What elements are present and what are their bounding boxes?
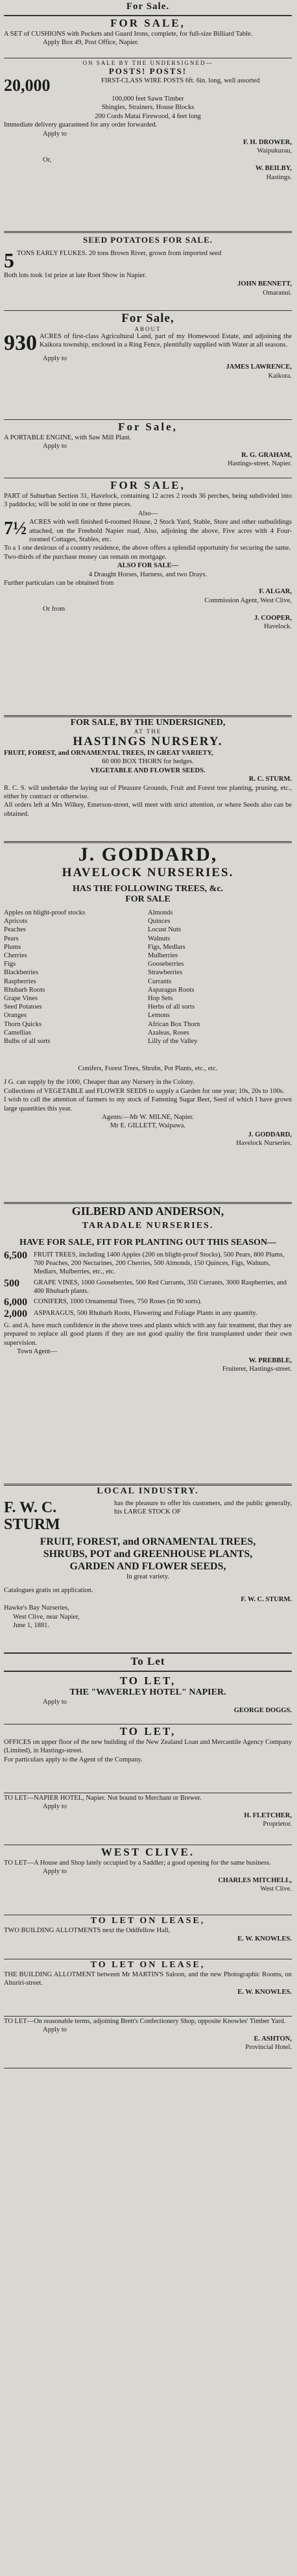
divider	[4, 1484, 292, 1486]
ad-subheading: AT THE	[134, 728, 162, 735]
ad-body: I wish to call the attention of farmers to my stock of Fattening Sugar Beet, Seed of which I have grown large quantities this year.	[4, 1096, 292, 1112]
classified-column	[4, 0, 292, 2052]
ad-location: West Clive.	[260, 1885, 292, 1893]
ad-signature: H. FLETCHER,	[244, 1811, 292, 1819]
ad-quantity: 930	[4, 331, 37, 355]
tree-list-item: Apples on blight-proof stocks	[4, 909, 86, 916]
ad-quantity: 7½	[4, 519, 27, 539]
ad-date: June 1, 1881.	[13, 1622, 49, 1630]
ad-quantity: 6,500	[4, 1250, 27, 1261]
ad-body: ACRES of first-class Agricultural Land, part of my Homewood Estate, and adjoining the Kaikora township, enclosed in a Ring Fence, plentifully supplied with Water at all seasons.	[40, 333, 292, 349]
ad-goddard-nurseries	[4, 844, 292, 1046]
divider	[4, 231, 292, 233]
ad-oddfellow-allotments	[4, 1916, 292, 1944]
tree-list-item: Lemons	[148, 1012, 170, 1020]
ad-location: Havelock.	[264, 623, 292, 631]
ad-signature: E. W. KNOWLES.	[237, 1935, 292, 1943]
tree-list-left	[4, 909, 148, 1046]
ad-signature: F. W. C. STURM.	[241, 1595, 292, 1603]
tree-list-item: Apricots	[4, 918, 28, 926]
ad-item: VEGETABLE AND FLOWER SEEDS.	[90, 767, 206, 774]
ad-body: To a 1 one desirous of a country residence, the above offers a splendid opportunity for securing the same.	[4, 545, 291, 552]
ad-body: A SET of CUSHIONS with Pockets and Guard Irons, complete, for full-size Billiard Table.	[4, 31, 253, 38]
ad-cushions	[4, 17, 292, 47]
tree-list-item: Oranges	[4, 1012, 27, 1020]
ad-heading: POSTS! POSTS!	[108, 66, 187, 76]
ad-body: Catalogues gratis on application.	[4, 1587, 93, 1595]
ad-location: Kaikora.	[268, 372, 292, 380]
ad-quantity: 5	[4, 249, 14, 272]
ad-body: FRUIT, FOREST, and ORNAMENTAL TREES, IN GREAT VARIETY,	[4, 750, 213, 757]
divider	[4, 2016, 292, 2017]
ad-body: All orders left at Mrs Wilkey, Emerson-street, will meet with strict attention, or where Seeds also can be obtained.	[4, 802, 292, 818]
ad-quantity: 2,000	[4, 1308, 27, 1320]
divider	[4, 1202, 292, 1204]
ad-location: Havelock Nurseries.	[236, 1140, 292, 1147]
ad-homewood-estate	[4, 312, 292, 380]
ad-signature: E. ASHTON,	[254, 2035, 292, 2042]
divider	[4, 310, 292, 311]
ad-taradale-nurseries	[4, 1205, 292, 1373]
ad-heading: GILBERD AND ANDERSON,	[71, 1205, 224, 1218]
ad-body: ACRES with well finished 6-roomed House, 2 Stock Yard, Stable, Store and other outbuildings attached, on the Freehold Napier road, Also, adjoining the above, Five acres with 4 Four-roomed Cottages, Stables, etc.	[29, 519, 292, 544]
ad-signature: JAMES LAWRENCE,	[226, 363, 292, 371]
ad-location: Provincial Hotel.	[245, 2044, 292, 2052]
ad-signature: F. H. DROWER,	[243, 139, 292, 147]
ad-contact: Apply to	[43, 1868, 67, 1876]
divider	[4, 841, 292, 843]
tree-list-item: Grape Vines	[4, 995, 38, 1003]
tree-list-item: Mulberries	[148, 952, 178, 960]
ad-body: R. C. S. will undertake the laying out of Pleasure Grounds, Fruit and Forest tree planting, pruning, etc., either by contract or otherwise.	[4, 784, 292, 801]
ad-hastings-nursery	[4, 718, 292, 818]
ad-quantity: 6,000	[4, 1297, 27, 1308]
tree-list-item: Raspberries	[4, 977, 36, 985]
ad-location: Waipukurau,	[257, 147, 292, 155]
ad-location: Fruiterer, Hastings-street.	[222, 1366, 292, 1373]
ad-heading: LOCAL INDUSTRY.	[97, 1486, 199, 1496]
ad-west-clive	[4, 1846, 292, 1894]
ad-signature: W. BEILBY,	[255, 165, 292, 173]
ad-contact: Apply Box 49, Post Office, Napier.	[43, 39, 139, 47]
tree-list-item: Pears	[4, 935, 19, 942]
ad-body: TWO BUILDING ALLOTMENTS next the Oddfellow Hall,	[4, 1927, 171, 1934]
tree-list-item: Quinces	[148, 918, 171, 926]
tree-list-item: Rhubarb Roots	[4, 986, 45, 994]
ad-body: Both lots took 1st prize at late Root Show in Napier.	[4, 272, 147, 279]
tree-list-item: Hop Sets	[148, 995, 173, 1003]
tree-list-item: Azaleas, Roses	[148, 1029, 189, 1037]
ad-heading: For Sale,	[118, 421, 178, 433]
tree-list-item: Camellias	[4, 1029, 31, 1037]
ad-heading: WEST CLIVE.	[101, 1846, 195, 1858]
ad-body: A PORTABLE ENGINE, with Saw Mill Plant.	[4, 434, 132, 441]
ad-heading: For Sale,	[121, 312, 174, 325]
ad-agents: Town Agent—	[17, 1348, 57, 1356]
ad-wire-posts	[4, 60, 292, 182]
ad-contact: Or from	[43, 606, 65, 613]
ad-body: TONS EARLY FLUKES. 20 tons Brown River, grown from imported seed	[17, 250, 222, 257]
tree-list-item: Locust Nuts	[148, 926, 182, 934]
ad-body: J G. can supply by the 1000, Cheaper than any Nursery in the Colony.	[4, 1079, 195, 1086]
tree-list-item: Peaches	[4, 926, 26, 934]
ad-body: CONIFERS, 1000 Ornamental Trees, 750 Roses (in 90 sorts).	[34, 1298, 202, 1306]
ad-portable-engine	[4, 421, 292, 469]
ad-heading: TO LET ON LEASE,	[90, 1960, 206, 1970]
tree-list-item: Herbs of all sorts	[148, 1003, 195, 1011]
section-header-for-sale: For Sale.	[4, 0, 292, 16]
ad-signature: W. PREBBLE,	[248, 1356, 292, 1364]
ad-body: In great variety.	[126, 1573, 170, 1580]
ad-contact: Or,	[43, 156, 52, 164]
ad-body: Two-thirds of the purchase money can remain on mortgage.	[4, 553, 167, 561]
ad-body: FIRST-CLASS WIRE POSTS 6ft. 6in. long, well assorted	[101, 77, 260, 84]
tree-list-item: Plums	[4, 943, 21, 951]
ad-body: TO LET—NAPIER HOTEL, Napier. Not bound to Merchant or Brewer.	[4, 1795, 202, 1802]
ad-heading: HASTINGS NURSERY.	[73, 735, 223, 748]
ad-body: 4 Draught Horses, Harness, and two Drays.	[88, 570, 208, 578]
ad-subheading: HAS THE FOLLOWING TREES, &c.	[72, 884, 224, 894]
ad-contact: Apply to	[43, 355, 67, 362]
ad-offices	[4, 1725, 292, 1764]
ad-signature: GEORGE DOGGS.	[233, 1707, 292, 1715]
ad-signature: J. GODDARD,	[248, 1131, 292, 1138]
tree-list-item: Seed Potatoes	[4, 1003, 42, 1011]
tree-list-item: Lilly of the Valley	[148, 1038, 198, 1046]
ad-signature: F. ALGAR,	[259, 588, 292, 596]
ad-name: F. W. C. STURM	[4, 1499, 60, 1533]
ad-body: OFFICES on upper floor of the new building of the New Zealand Loan and Mercantile Agency Company (Limited), in Hastings-street.	[4, 1739, 292, 1755]
ad-body: ASPARAGUS, 500 Rhubarb Roots, Flowering and Foliage Plants in any quantity.	[34, 1310, 257, 1318]
ad-subheading: FOR SALE	[125, 894, 171, 904]
ad-contact: Apply to	[43, 1699, 67, 1706]
tree-list-right	[148, 909, 292, 1046]
ad-heading: HAVELOCK NURSERIES.	[62, 866, 234, 879]
ad-subheading: ABOUT	[134, 326, 161, 332]
divider	[4, 419, 292, 420]
ad-body: Conifers, Forest Trees, Shrubs, Pot Plants, etc., etc.	[78, 1065, 218, 1072]
goddard-tree-list	[4, 909, 292, 1046]
ad-heading: SHRUBS, POT and GREENHOUSE PLANTS,	[43, 1549, 253, 1560]
ad-body: G. and A. have much confidence in the above trees and plants which with any fair treatment, that they are prepared to replace all good plants if they are not good quality the first transplanted under their own supervision.	[4, 1322, 292, 1347]
ad-body: THE "WAVERLEY HOTEL" NAPIER.	[69, 1687, 226, 1697]
ad-local-industry	[4, 1486, 292, 1630]
ad-quantity: 500	[4, 1277, 19, 1289]
ad-signature: JOHN BENNETT,	[237, 280, 292, 288]
ad-heading: FRUIT, FOREST, and ORNAMENTAL TREES,	[40, 1536, 256, 1547]
divider	[4, 715, 292, 717]
ad-body: TO LET—A House and Shop lately occupied by a Saddler; a good opening for the same business.	[4, 1859, 271, 1867]
ad-signature: E. W. KNOWLES.	[237, 1988, 292, 1996]
ad-item: 200 Cords Matai Firewood, 4 feet long	[95, 112, 201, 120]
ad-heading: GARDEN AND FLOWER SEEDS,	[69, 1561, 226, 1572]
ad-havelock-section	[4, 479, 292, 632]
ad-waverley-hotel	[4, 1674, 292, 1715]
tree-list-item: Thorn Quicks	[4, 1020, 42, 1028]
tree-list-item: African Box Thorn	[148, 1020, 200, 1028]
tree-list-item: Cherries	[4, 952, 27, 960]
ad-heading: FOR SALE,	[110, 17, 185, 29]
ad-body: Collections of VEGETABLE and FLOWER SEEDS to supply a Garden for one year; 10s, 20s to 100s.	[4, 1087, 285, 1095]
ad-heading: SEED POTATOES FOR SALE.	[83, 235, 213, 245]
ad-heading: TO LET ON LEASE,	[90, 1916, 206, 1926]
ad-heading: TARADALE NURSERIES.	[82, 1221, 214, 1231]
ad-body: Further particulars can be obtained from	[4, 580, 114, 587]
ad-agents: Agents:—Mr W. MILNE, Napier.	[102, 1114, 194, 1122]
ad-location: West Clive, near Napier,	[13, 1613, 80, 1621]
ad-location: Hawke's Bay Nurseries,	[4, 1604, 69, 1612]
ad-signature: J. COOPER,	[254, 614, 292, 622]
ad-location: Hastings.	[266, 173, 292, 181]
ad-item: 60 000 BOX THORN for hedges.	[102, 758, 194, 766]
ad-heading: FOR SALE, BY THE UNDERSIGNED,	[70, 718, 226, 728]
ad-body: Immediate delivery guaranteed for any order forwarded.	[4, 121, 158, 129]
tree-list-item: Gooseberries	[148, 961, 184, 968]
tree-list-item: Figs	[4, 961, 16, 968]
ad-item: Shingles, Strainers, House Blocks	[101, 104, 195, 112]
ad-location: Commission Agent, West Clive,	[204, 596, 292, 604]
ad-subheading: ON SALE BY THE UNDERSIGNED—	[82, 60, 213, 66]
ad-heading: TO LET,	[119, 1674, 176, 1687]
ad-body: FRUIT TREES, including 1400 Apples (200 on blight-proof Stocks), 500 Pears, 800 Plums, 700 Peaches, 200 Nectarines, 200 Cherries, 500 Almonds, 150 Quinces, Figs, Walnuts, Medlars, Mulberries, etc., etc.	[34, 1251, 285, 1276]
tree-list-item: Walnuts	[148, 935, 171, 942]
ad-body: For particulars apply to the Agent of the Company.	[4, 1756, 143, 1763]
ad-subheading: HAVE FOR SALE, FIT FOR PLANTING OUT THIS SEASON—	[19, 1238, 277, 1247]
ad-location: Omaranui.	[263, 289, 292, 297]
ad-contact: Apply to	[43, 1803, 67, 1811]
ad-location: Hastings-street, Napier.	[228, 460, 292, 468]
tree-list-item: Strawberries	[148, 969, 183, 977]
section-header-to-let: To Let	[4, 1652, 292, 1672]
ad-quantity: 20,000	[4, 76, 51, 95]
ad-building-allotment	[4, 1960, 292, 1996]
ad-body: GRAPE VINES, 1000 Gooseberries, 500 Red Currants, 350 Currants, 3000 Raspberries, and 400 Rhubarb plants.	[34, 1279, 287, 1295]
ad-ashton	[4, 2017, 292, 2052]
ad-body: TO LET—On reasonable terms, adjoining Brett's Confectionery Shop, opposite Knowles' Timber Yard.	[4, 2018, 286, 2025]
ad-body: THE BUILDING ALLOTMENT between Mr MARTIN'S Saloon, and the new Photographic Rooms, on Ahuriri-street.	[4, 1971, 292, 1987]
tree-list-item: Asparagus Roots	[148, 986, 195, 994]
ad-subheading: Also—	[137, 509, 158, 517]
ad-agents: Mr E. GILLETT, Waipawa.	[110, 1122, 185, 1130]
ad-contact: Apply to	[43, 130, 67, 138]
tree-list-item: Currants	[148, 977, 172, 985]
tree-list-item: Almonds	[148, 909, 173, 916]
ad-location: Proprietor.	[263, 1821, 292, 1828]
ad-signature: R. G. GRAHAM,	[241, 451, 292, 459]
ad-signature: CHARLES MITCHELL,	[218, 1876, 292, 1884]
ad-subheading: ALSO FOR SALE—	[117, 562, 178, 570]
ad-seed-potatoes	[4, 235, 292, 297]
ad-goddard-body	[4, 1064, 292, 1148]
tree-list-item: Figs, Medlars	[148, 943, 185, 951]
ad-napier-hotel	[4, 1794, 292, 1829]
ad-item: 100,000 feet Sawn Timber	[112, 95, 184, 103]
ad-contact: Apply to	[43, 2026, 67, 2034]
tree-list-item: Bulbs of all sorts	[4, 1038, 51, 1046]
ad-signature: R. C. STURM.	[248, 776, 292, 783]
ad-body: has the pleasure to offer his customers, and the public generally, his LARGE STOCK OF	[114, 1500, 292, 1516]
ad-heading: FOR SALE,	[110, 479, 185, 491]
ad-body: PART of Suburban Section 31, Havelock, containing 12 acres 2 roods 36 perches, being subdivided into 3 paddocks; will be sold in one or three pieces.	[4, 493, 292, 509]
tree-list-item: Blackberries	[4, 969, 39, 977]
ad-heading: J. GODDARD,	[78, 844, 218, 865]
ad-heading: TO LET,	[119, 1725, 176, 1737]
ad-contact: Apply to	[43, 443, 67, 450]
